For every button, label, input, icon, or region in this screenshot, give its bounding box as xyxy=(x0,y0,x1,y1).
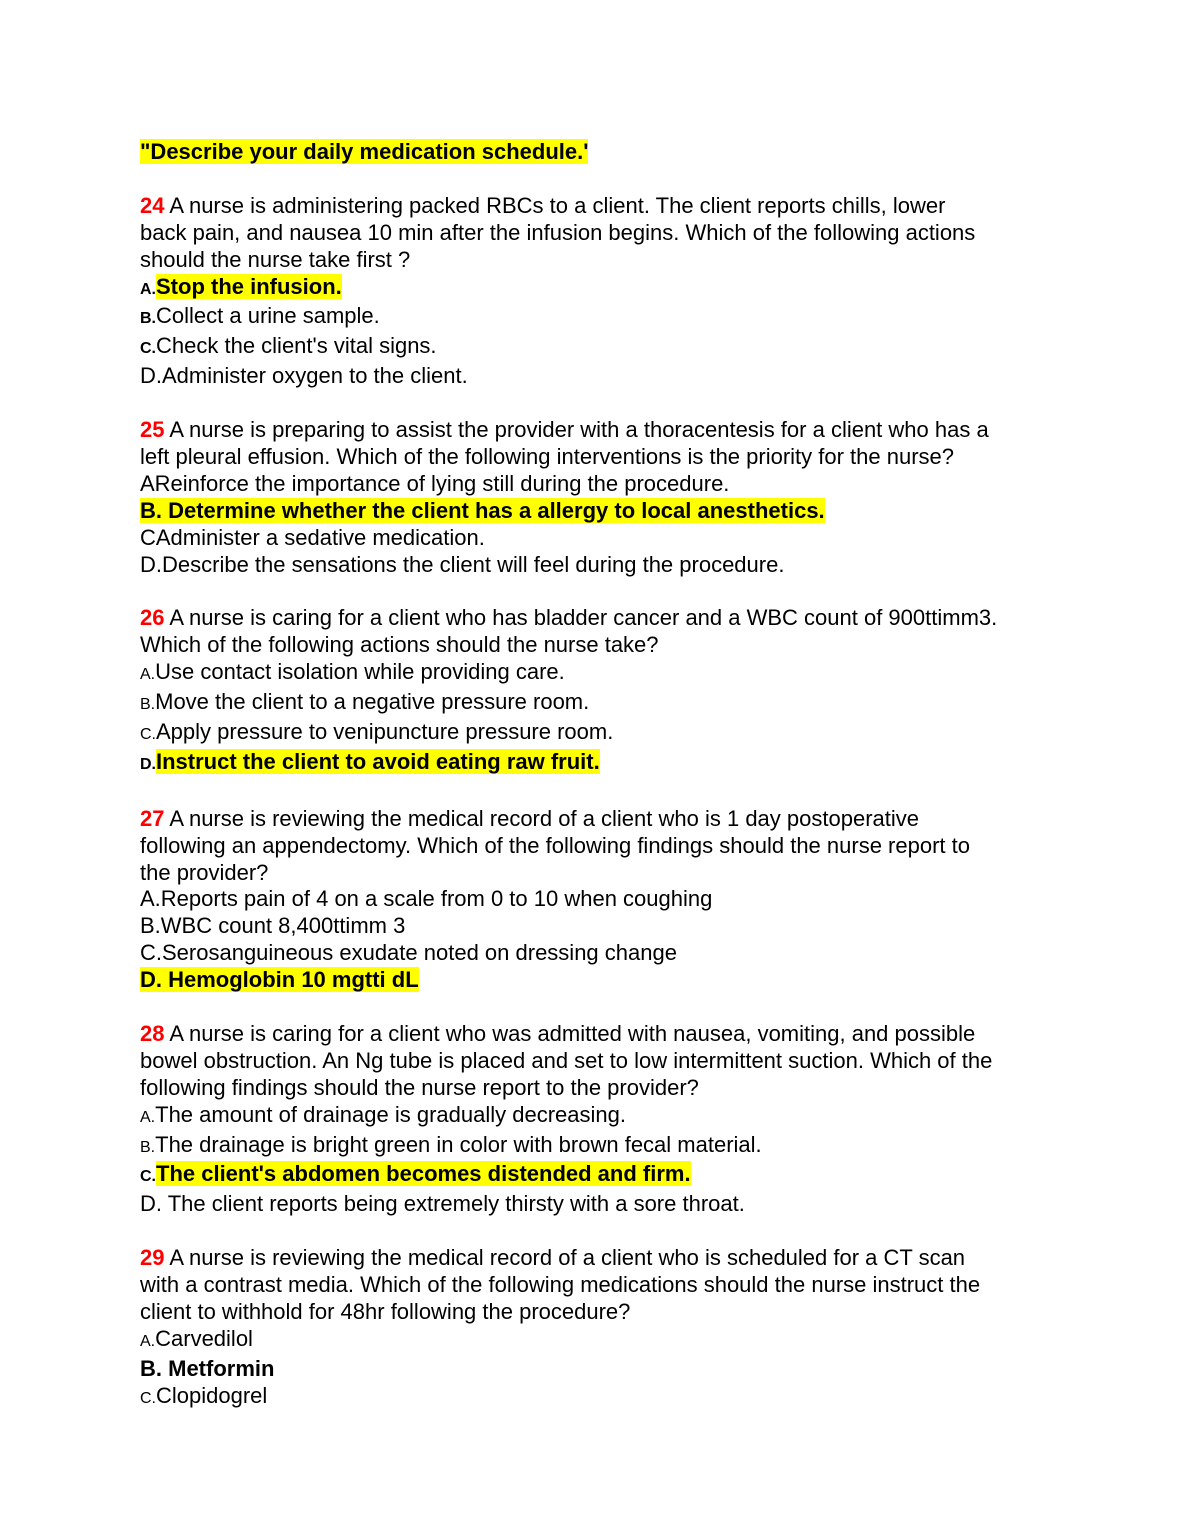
correct-answer: Stop the infusion. xyxy=(156,273,342,299)
question-stem-line: A nurse is reviewing the medical record of a client who is scheduled for a CT scan xyxy=(164,1245,966,1271)
option-text: Administer oxygen to the client. xyxy=(162,363,468,389)
option-c xyxy=(140,719,1060,749)
option-d: D.Describe the sensations the client will feel during the procedure. xyxy=(140,551,785,577)
option-d xyxy=(140,363,1060,390)
option-c xyxy=(140,1161,1060,1191)
option-label: A. xyxy=(140,1108,156,1126)
option-d xyxy=(140,967,1060,994)
option-label: C. xyxy=(140,1168,156,1186)
question-stem-line: following findings should the nurse report to the provider? xyxy=(140,1074,699,1100)
option-label: D. xyxy=(140,755,156,773)
correct-answer: B. Metformin xyxy=(140,1355,275,1381)
option-label: C. xyxy=(140,1389,156,1407)
option-text: Clopidogrel xyxy=(156,1382,268,1408)
correct-answer: Instruct the client to avoid eating raw fruit. xyxy=(156,748,600,774)
option-b xyxy=(140,303,1060,333)
option-a xyxy=(140,1102,1060,1132)
question-stem-line: A nurse is preparing to assist the provider with a thoracentesis for a client who has a xyxy=(164,417,989,443)
option-text: The drainage is bright green in color with brown fecal material. xyxy=(155,1131,762,1157)
page-content xyxy=(140,139,1060,1413)
option-label: B. xyxy=(140,310,156,328)
option-text: Check the client's vital signs. xyxy=(156,333,437,359)
option-text: Apply pressure to venipuncture pressure room. xyxy=(156,718,614,744)
question-number: 29 xyxy=(140,1245,165,1271)
option-label: C. xyxy=(140,340,156,358)
question-stem-line: bowel obstruction. An Ng tube is placed and set to low intermittent suction. Which of the xyxy=(140,1047,993,1073)
question-stem-line: A nurse is administering packed RBCs to a client. The client reports chills, lower xyxy=(164,192,946,218)
question-number: 24 xyxy=(140,192,165,218)
option-a: A.Reports pain of 4 on a scale from 0 to 10 when coughing xyxy=(140,886,713,912)
question-stem-line: A nurse is caring for a client who was admitted with nausea, vomiting, and possible xyxy=(164,1020,976,1046)
question-24 xyxy=(140,193,1060,390)
question-stem-line: left pleural effusion. Which of the following interventions is the priority for the nurse? xyxy=(140,443,955,469)
option-label: A. xyxy=(140,666,156,684)
option-d xyxy=(140,749,1060,779)
option-text: Carvedilol xyxy=(155,1325,253,1351)
option-c: CAdminister a sedative medication. xyxy=(140,524,485,550)
question-stem-line: with a contrast media. Which of the following medications should the nurse instruct the xyxy=(140,1272,981,1298)
question-number: 27 xyxy=(140,805,165,831)
option-a: AReinforce the importance of lying still during the procedure. xyxy=(140,470,730,496)
question-28 xyxy=(140,1021,1060,1218)
question-number: 28 xyxy=(140,1020,165,1046)
question-26 xyxy=(140,605,1060,778)
question-stem-line: should the nurse take first ? xyxy=(140,246,411,272)
option-label: A. xyxy=(140,280,156,298)
option-label: B. xyxy=(140,696,156,714)
option-d: D. The client reports being extremely thirsty with a sore throat. xyxy=(140,1191,745,1217)
question-stem-line: back pain, and nausea 10 min after the infusion begins. Which of the following actions xyxy=(140,219,976,245)
option-label: C. xyxy=(140,725,156,743)
option-a xyxy=(140,274,1060,304)
option-c xyxy=(140,333,1060,363)
correct-answer: D. Hemoglobin 10 mgtti dL xyxy=(140,967,419,993)
question-stem-line: Which of the following actions should the nurse take? xyxy=(140,632,659,658)
question-27 xyxy=(140,806,1060,994)
question-stem-line: the provider? xyxy=(140,859,269,885)
option-text: The amount of drainage is gradually decreasing. xyxy=(155,1101,626,1127)
question-stem-line: A nurse is reviewing the medical record of a client who is 1 day postoperative xyxy=(164,805,919,831)
option-a xyxy=(140,1326,1060,1356)
option-text: Move the client to a negative pressure room. xyxy=(155,689,590,715)
option-b xyxy=(140,689,1060,719)
option-label: D. xyxy=(140,363,162,389)
option-label: B. xyxy=(140,1138,156,1156)
option-b: B.WBC count 8,400ttimm 3 xyxy=(140,913,406,939)
option-label: A. xyxy=(140,1332,156,1350)
option-c xyxy=(140,1383,1060,1413)
question-number: 25 xyxy=(140,417,165,443)
option-text: Use contact isolation while providing care. xyxy=(155,659,565,685)
option-a xyxy=(140,659,1060,689)
option-c: C.Serosanguineous exudate noted on dressing change xyxy=(140,940,677,966)
intro-line xyxy=(140,139,1060,166)
question-number: 26 xyxy=(140,605,165,631)
question-stem-line: A nurse is caring for a client who has bladder cancer and a WBC count of 900ttimm3. xyxy=(164,605,998,631)
question-stem-line: client to withhold for 48hr following the procedure? xyxy=(140,1298,631,1324)
correct-answer: The client's abdomen becomes distended and firm. xyxy=(156,1161,691,1187)
question-29 xyxy=(140,1245,1060,1412)
question-stem-line: following an appendectomy. Which of the following findings should the nurse report to xyxy=(140,832,970,858)
question-25 xyxy=(140,417,1060,578)
intro-text: "Describe your daily medication schedule.' xyxy=(140,139,589,164)
option-text: Collect a urine sample. xyxy=(156,303,380,329)
option-b xyxy=(140,498,1060,525)
option-b xyxy=(140,1132,1060,1162)
correct-answer: B. Determine whether the client has a allergy to local anesthetics. xyxy=(140,497,825,523)
